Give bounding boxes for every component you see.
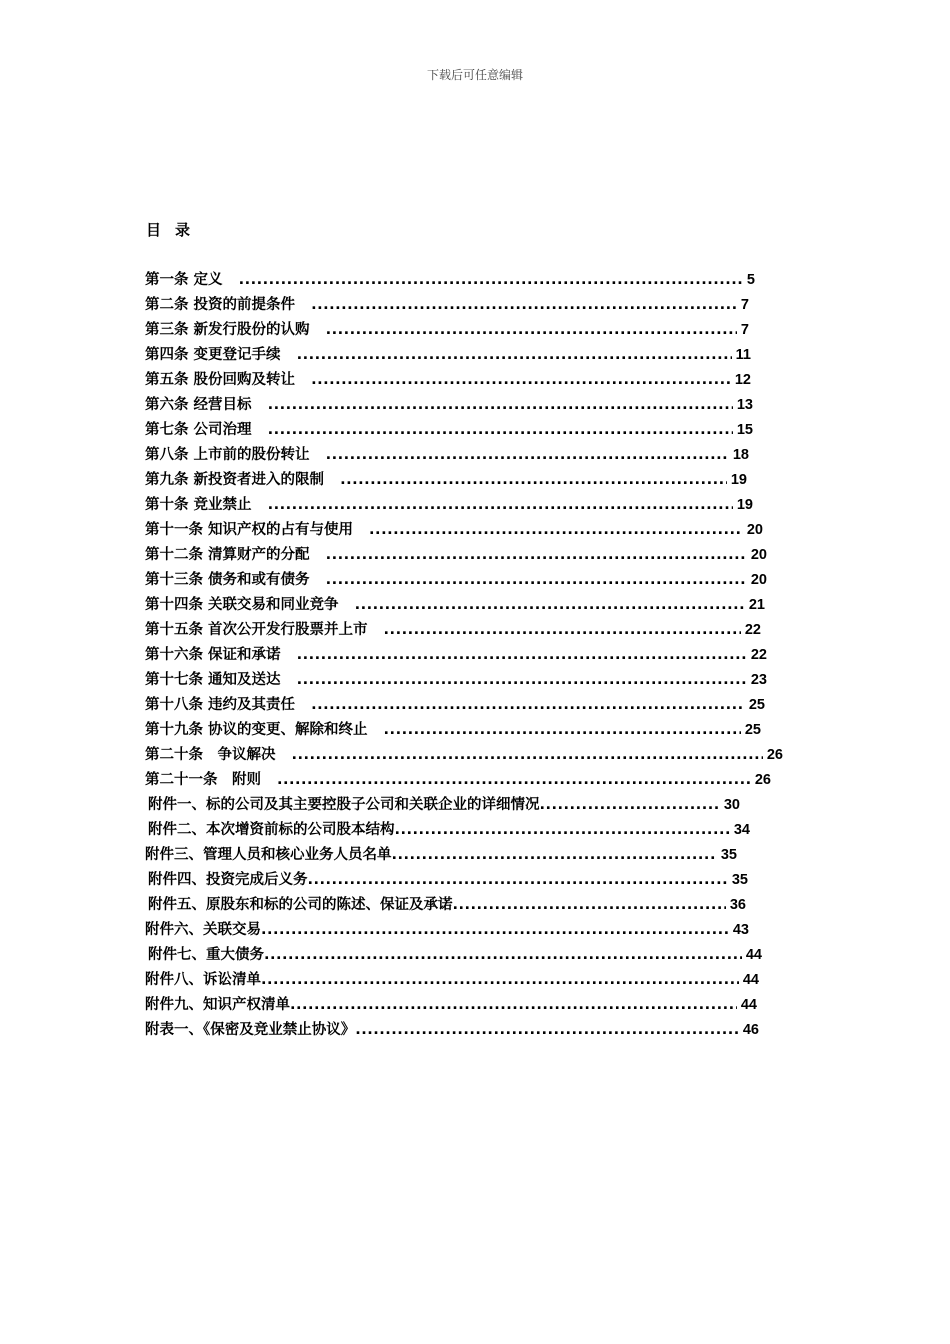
toc-entry-label: 第十六条 保证和承诺 <box>145 647 281 663</box>
toc-leader <box>326 547 747 563</box>
toc-leader <box>311 372 731 388</box>
toc-leader <box>355 597 745 613</box>
toc-entry-label: 第五条 股份回购及转让 <box>145 372 296 388</box>
toc-entry[interactable] <box>145 993 757 1015</box>
toc-entry[interactable] <box>145 543 767 565</box>
toc-leader <box>392 847 717 863</box>
toc-entry[interactable] <box>145 268 755 290</box>
toc-entry[interactable] <box>145 1018 759 1040</box>
toc-page-number: 22 <box>750 647 767 663</box>
toc-entry-label: 第二条 投资的前提条件 <box>145 297 296 313</box>
toc-leader <box>268 397 733 413</box>
toc-page-number: 18 <box>732 447 749 463</box>
toc-entry-label: 第二十一条 附则 <box>145 772 261 788</box>
toc-entry-label: 第十二条 清算财产的分配 <box>145 547 310 563</box>
toc-leader <box>264 947 742 963</box>
toc-page-number: 26 <box>754 772 771 788</box>
toc-leader <box>384 622 741 638</box>
toc-entry-label: 第七条 公司治理 <box>145 422 252 438</box>
toc-page-number: 11 <box>735 347 751 363</box>
toc-leader <box>326 572 747 588</box>
toc-entry-label: 附件七、重大债务 <box>148 947 264 963</box>
toc-entry[interactable] <box>145 968 759 990</box>
toc-page-number: 19 <box>736 497 753 513</box>
toc-leader <box>261 922 729 938</box>
toc-page-number: 20 <box>746 522 763 538</box>
toc-entry[interactable] <box>145 593 765 615</box>
toc-page-number: 12 <box>734 372 751 388</box>
toc-entry[interactable] <box>145 843 737 865</box>
toc-page-number: 5 <box>746 272 755 288</box>
toc-leader <box>268 422 733 438</box>
toc-entry-label: 第十九条 协议的变更、解除和终止 <box>145 722 368 738</box>
toc-entry[interactable] <box>145 618 761 640</box>
toc-leader <box>340 472 727 488</box>
toc-entry-label: 附件九、知识产权清单 <box>145 997 290 1013</box>
toc-leader <box>277 772 751 788</box>
toc-leader <box>239 272 743 288</box>
toc-leader <box>268 497 733 513</box>
toc-entry-label: 第十四条 关联交易和同业竞争 <box>145 597 339 613</box>
toc-entry[interactable] <box>145 493 753 515</box>
toc-entry[interactable] <box>148 893 746 915</box>
toc-leader <box>384 722 741 738</box>
toc-entry-label: 第一条 定义 <box>145 272 223 288</box>
toc-leader <box>311 697 745 713</box>
toc-entry-label: 附件八、诉讼清单 <box>145 972 261 988</box>
toc-entry[interactable] <box>145 343 751 365</box>
toc-leader <box>297 672 747 688</box>
toc-leader <box>290 997 737 1013</box>
toc-entry[interactable] <box>145 718 761 740</box>
toc-entry[interactable] <box>145 643 767 665</box>
toc-entry-label: 附件六、关联交易 <box>145 922 261 938</box>
toc-page-number: 35 <box>720 847 737 863</box>
toc-entry[interactable] <box>145 468 747 490</box>
toc-entry[interactable] <box>145 443 749 465</box>
toc-entry[interactable] <box>145 293 749 315</box>
toc-entry[interactable] <box>148 943 762 965</box>
toc-page-number: 44 <box>742 972 759 988</box>
toc-leader <box>297 647 747 663</box>
toc-entry-label: 第十七条 通知及送达 <box>145 672 281 688</box>
toc-entry[interactable] <box>145 743 783 765</box>
toc-page-number: 13 <box>736 397 753 413</box>
toc-leader <box>308 872 728 888</box>
toc-page-number: 44 <box>740 997 757 1013</box>
toc-page-number: 15 <box>736 422 753 438</box>
toc-title: 目录 <box>146 221 205 239</box>
toc-entry[interactable] <box>145 693 765 715</box>
toc-entry-label: 附件三、管理人员和核心业务人员名单 <box>145 847 392 863</box>
toc-entry[interactable] <box>145 393 753 415</box>
toc-leader <box>292 747 763 763</box>
toc-entry-label: 第十条 竞业禁止 <box>145 497 252 513</box>
toc-leader <box>369 522 743 538</box>
toc-leader <box>453 897 726 913</box>
toc-leader <box>395 822 730 838</box>
toc-page-number: 35 <box>731 872 748 888</box>
toc-page-number: 25 <box>748 697 765 713</box>
toc-leader <box>355 1022 739 1038</box>
toc-entry[interactable] <box>145 918 749 940</box>
toc-leader <box>540 797 720 813</box>
toc-page-number: 30 <box>723 797 740 813</box>
toc-entry[interactable] <box>145 568 767 590</box>
toc-entry-label: 附件二、本次增资前标的公司股本结构 <box>148 822 395 838</box>
toc-entry[interactable] <box>145 418 753 440</box>
toc-entry-label: 附表一、《保密及竞业禁止协议》 <box>145 1022 356 1038</box>
toc-entry-label: 附件四、投资完成后义务 <box>148 872 308 888</box>
toc-page-number: 34 <box>733 822 750 838</box>
toc-entry-label: 附件五、原股东和标的公司的陈述、保证及承诺 <box>148 897 453 913</box>
toc-leader <box>326 447 729 463</box>
toc-entry-label: 第九条 新投资者进入的限制 <box>145 472 325 488</box>
toc-entry[interactable] <box>145 518 763 540</box>
toc-entry-label: 第八条 上市前的股份转让 <box>145 447 310 463</box>
toc-entry[interactable] <box>145 318 749 340</box>
toc-entry-label: 第二十条 争议解决 <box>145 747 276 763</box>
toc-entry-label: 第十三条 债务和或有债务 <box>145 572 310 588</box>
toc-entry[interactable] <box>148 818 750 840</box>
toc-page-number: 22 <box>744 622 761 638</box>
toc-page-number: 7 <box>740 322 749 338</box>
toc-leader <box>261 972 739 988</box>
toc-entry[interactable] <box>148 868 748 890</box>
toc-leader <box>326 322 737 338</box>
toc-page-number: 20 <box>750 572 767 588</box>
toc-entry-label: 第四条 变更登记手续 <box>145 347 281 363</box>
page-header: 下载后可任意编辑 <box>426 68 523 82</box>
toc-entry[interactable] <box>145 368 751 390</box>
toc-entry[interactable] <box>148 793 740 815</box>
toc-entry-label: 第六条 经营目标 <box>145 397 252 413</box>
toc-leader <box>311 297 737 313</box>
toc-entry-label: 第十一条 知识产权的占有与使用 <box>145 522 354 538</box>
toc-page-number: 25 <box>744 722 761 738</box>
toc-entry-label: 第三条 新发行股份的认购 <box>145 322 310 338</box>
toc-entry-label: 附件一、标的公司及其主要控股子公司和关联企业的详细情况 <box>148 797 540 813</box>
toc-entry-label: 第十五条 首次公开发行股票并上市 <box>145 622 368 638</box>
toc-entry[interactable] <box>145 668 767 690</box>
toc-leader <box>297 347 732 363</box>
toc-page-number: 7 <box>740 297 749 313</box>
toc-page-number: 36 <box>729 897 746 913</box>
toc-page-number: 26 <box>766 747 783 763</box>
toc-page-number: 19 <box>730 472 747 488</box>
toc-page-number: 44 <box>745 947 762 963</box>
toc-entry[interactable] <box>145 768 771 790</box>
toc-entry-label: 第十八条 违约及其责任 <box>145 697 296 713</box>
toc-page-number: 23 <box>750 672 767 688</box>
toc-page-number: 21 <box>748 597 765 613</box>
toc-page-number: 43 <box>732 922 749 938</box>
toc-page-number: 46 <box>742 1022 759 1038</box>
toc-page-number: 20 <box>750 547 767 563</box>
